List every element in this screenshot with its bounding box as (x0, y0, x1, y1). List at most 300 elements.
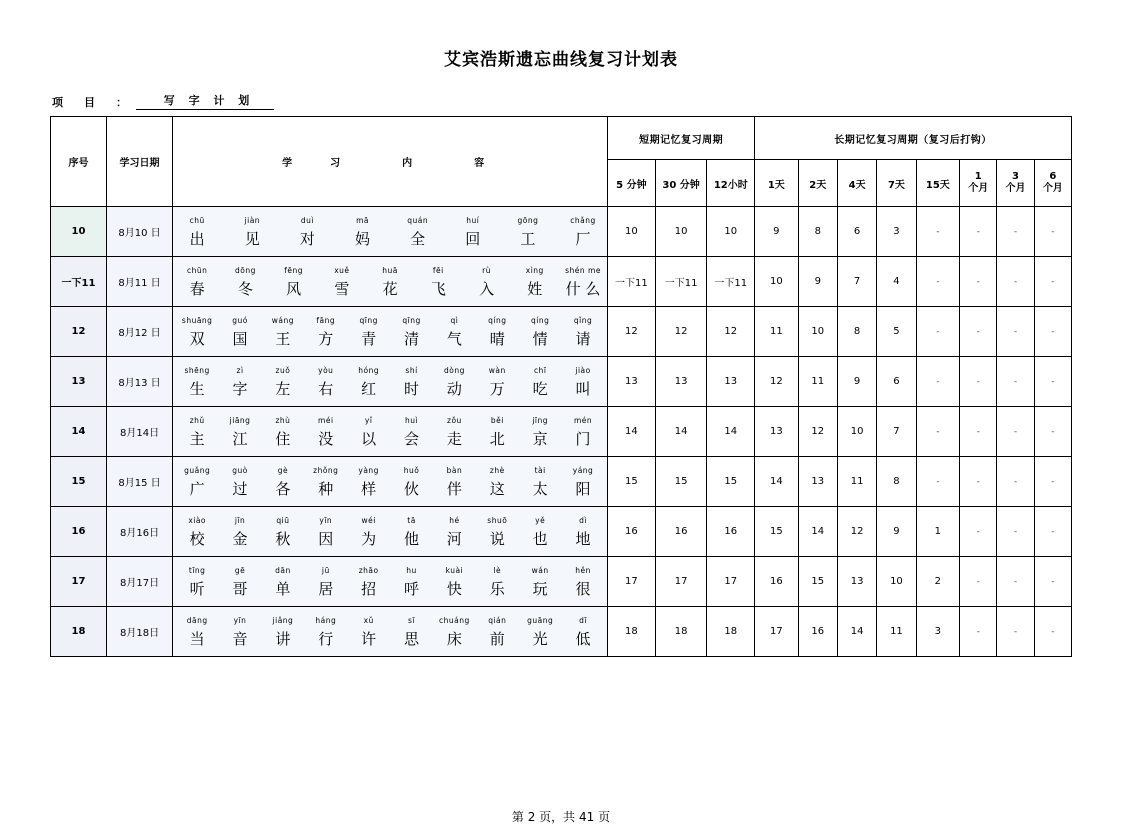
header-cycle-6month-unit: 个月 (1042, 183, 1063, 194)
review-1day[interactable]: 10 (755, 257, 798, 307)
row-sequence: 13 (51, 357, 107, 407)
character-cell (434, 517, 474, 547)
review-6month[interactable]: - (1034, 257, 1071, 307)
pinyin: jiàn (244, 215, 261, 225)
hanzi: 许 (361, 629, 377, 648)
pinyin: lè (493, 565, 502, 575)
review-15day[interactable]: 1 (916, 507, 959, 557)
review-4day[interactable]: 11 (837, 457, 876, 507)
review-1day[interactable]: 12 (755, 357, 798, 407)
character-cell (287, 217, 327, 247)
table-row (51, 207, 1072, 257)
pinyin: qiū (276, 515, 290, 525)
review-3month[interactable]: - (997, 557, 1034, 607)
character-cell (306, 467, 346, 497)
table-head (51, 117, 1072, 207)
row-sequence: 18 (51, 607, 107, 657)
pinyin: jīn (234, 515, 246, 525)
character-cell (220, 617, 260, 647)
character-cell (343, 217, 383, 247)
pinyin: tīng (188, 565, 206, 575)
row-study-date: 8月12 日 (106, 307, 172, 357)
pinyin: hé (449, 515, 460, 525)
character-cell (418, 267, 458, 297)
character-cell (563, 617, 603, 647)
review-2day[interactable]: 14 (798, 507, 837, 557)
character-cell (563, 417, 603, 447)
review-12h[interactable]: 17 (707, 557, 755, 607)
pinyin: xìng (525, 265, 544, 275)
review-3month[interactable]: - (997, 507, 1034, 557)
row-study-content (173, 407, 608, 457)
review-5min[interactable]: 14 (608, 407, 656, 457)
character-cell (349, 617, 389, 647)
row-study-date: 8月10 日 (106, 207, 172, 257)
character-cell (563, 567, 603, 597)
pinyin: rù (482, 265, 491, 275)
review-7day[interactable]: 3 (877, 207, 916, 257)
hanzi: 王 (275, 329, 291, 348)
row-study-content (173, 307, 608, 357)
character-cell (520, 467, 560, 497)
review-7day[interactable]: 5 (877, 307, 916, 357)
review-30min[interactable]: 15 (655, 457, 707, 507)
character-cell (177, 617, 217, 647)
table-row (51, 507, 1072, 557)
character-cell (177, 417, 217, 447)
review-4day[interactable]: 6 (837, 207, 876, 257)
row-study-content (173, 457, 608, 507)
hanzi: 听 (189, 579, 205, 598)
table-row (51, 557, 1072, 607)
hanzi: 当 (189, 629, 205, 648)
review-2day[interactable]: 9 (798, 257, 837, 307)
header-cycle-1month (960, 160, 997, 207)
review-12h[interactable]: 10 (707, 207, 755, 257)
header-cycle-6month (1034, 160, 1071, 207)
header-cycle-6month-num: 6 (1049, 170, 1057, 182)
document-page (0, 45, 1122, 839)
review-6month[interactable]: - (1034, 607, 1071, 657)
review-1month[interactable]: - (960, 457, 997, 507)
row-study-content (173, 357, 608, 407)
pinyin: yīn (319, 515, 333, 525)
hanzi: 厂 (575, 229, 591, 248)
pinyin: zhāo (358, 565, 379, 575)
character-cell (392, 317, 432, 347)
review-30min[interactable]: 10 (655, 207, 707, 257)
hanzi: 金 (232, 529, 248, 548)
pinyin: guó (232, 315, 248, 325)
hanzi: 青 (361, 329, 377, 348)
review-15day[interactable]: - (916, 357, 959, 407)
hanzi: 因 (318, 529, 334, 548)
pinyin: dōng (234, 265, 256, 275)
subject-line (52, 92, 1122, 110)
hanzi: 讲 (275, 629, 291, 648)
review-12h[interactable]: 16 (707, 507, 755, 557)
review-7day[interactable]: 4 (877, 257, 916, 307)
review-2day[interactable]: 15 (798, 557, 837, 607)
character-cell (508, 217, 548, 247)
character-cell (177, 567, 217, 597)
character-cell (349, 417, 389, 447)
review-5min[interactable]: 12 (608, 307, 656, 357)
review-3month[interactable]: - (997, 257, 1034, 307)
review-4day[interactable]: 8 (837, 307, 876, 357)
review-1month[interactable]: - (960, 607, 997, 657)
header-cycle-4day: 4天 (837, 160, 876, 207)
row-study-date: 8月13 日 (106, 357, 172, 407)
character-cell (177, 467, 217, 497)
character-cell (306, 617, 346, 647)
character-cell (263, 617, 303, 647)
pinyin: guāng (527, 615, 554, 625)
review-2day[interactable]: 11 (798, 357, 837, 407)
hanzi: 右 (318, 379, 334, 398)
hanzi: 主 (189, 429, 205, 448)
row-sequence: 16 (51, 507, 107, 557)
header-cycle-1month-unit: 个月 (968, 183, 989, 194)
hanzi: 太 (532, 479, 548, 498)
review-7day[interactable]: 7 (877, 407, 916, 457)
review-2day[interactable]: 8 (798, 207, 837, 257)
character-cell (220, 567, 260, 597)
pinyin: qián (488, 615, 507, 625)
pinyin: chūn (186, 265, 208, 275)
review-2day[interactable]: 13 (798, 457, 837, 507)
character-cell (392, 617, 432, 647)
header-cycle-3month-num: 3 (1012, 170, 1019, 182)
review-1month[interactable]: - (960, 557, 997, 607)
character-cell (520, 417, 560, 447)
review-1day[interactable]: 17 (755, 607, 798, 657)
character-cell (477, 517, 517, 547)
hanzi: 字 (232, 379, 248, 398)
pinyin: méi (318, 415, 334, 425)
review-7day[interactable]: 11 (877, 607, 916, 657)
pinyin: dāng (186, 615, 208, 625)
hanzi: 晴 (489, 329, 505, 348)
character-cell (477, 467, 517, 497)
pinyin: fēng (284, 265, 304, 275)
character-cell (392, 467, 432, 497)
row-sequence: 17 (51, 557, 107, 607)
pinyin: sī (408, 615, 416, 625)
review-1month[interactable]: - (960, 357, 997, 407)
hanzi: 呼 (404, 579, 420, 598)
review-4day[interactable]: 9 (837, 357, 876, 407)
review-6month[interactable]: - (1034, 307, 1071, 357)
table-row (51, 457, 1072, 507)
hanzi: 全 (410, 229, 426, 248)
pinyin: zǒu (447, 415, 462, 425)
review-5min[interactable]: 18 (608, 607, 656, 657)
hanzi: 吃 (532, 379, 548, 398)
character-cell (220, 467, 260, 497)
review-5min[interactable]: 一下11 (608, 257, 656, 307)
character-cell (453, 217, 493, 247)
review-5min[interactable]: 15 (608, 457, 656, 507)
review-6month[interactable]: - (1034, 507, 1071, 557)
hanzi: 雪 (334, 279, 350, 298)
review-4day[interactable]: 10 (837, 407, 876, 457)
review-7day[interactable]: 8 (877, 457, 916, 507)
pinyin: xǔ (363, 615, 374, 625)
table-body (51, 207, 1072, 657)
row-study-content (173, 207, 608, 257)
table-row (51, 357, 1072, 407)
review-12h[interactable]: 12 (707, 307, 755, 357)
review-12h[interactable]: 14 (707, 407, 755, 457)
pinyin: shén me (565, 265, 601, 275)
review-1day[interactable]: 9 (755, 207, 798, 257)
hanzi: 广 (189, 479, 205, 498)
review-1month[interactable]: - (960, 207, 997, 257)
header-date: 学习日期 (106, 117, 172, 207)
review-7day[interactable]: 6 (877, 357, 916, 407)
character-cell (306, 367, 346, 397)
row-study-content (173, 607, 608, 657)
hanzi: 请 (575, 329, 591, 348)
review-15day[interactable]: - (916, 307, 959, 357)
table-row (51, 607, 1072, 657)
review-30min[interactable]: 13 (655, 357, 707, 407)
review-15day[interactable]: - (916, 257, 959, 307)
review-plan-table (50, 116, 1072, 657)
hanzi: 伴 (446, 479, 462, 498)
header-cycle-5min: 5 分钟 (608, 160, 656, 207)
review-4day[interactable]: 14 (837, 607, 876, 657)
header-cycle-3month-unit: 个月 (1005, 183, 1026, 194)
character-cell (392, 417, 432, 447)
review-15day[interactable]: 2 (916, 557, 959, 607)
character-cell (477, 317, 517, 347)
review-4day[interactable]: 13 (837, 557, 876, 607)
pinyin: qíng (530, 315, 550, 325)
header-cycle-1day: 1天 (755, 160, 798, 207)
review-15day[interactable]: - (916, 207, 959, 257)
character-cell (477, 567, 517, 597)
header-cycle-7day: 7天 (877, 160, 916, 207)
character-cell (306, 417, 346, 447)
review-1day[interactable]: 15 (755, 507, 798, 557)
hanzi: 种 (318, 479, 334, 498)
header-cycle-30min: 30 分钟 (655, 160, 707, 207)
header-seq: 序号 (51, 117, 107, 207)
character-cell (520, 367, 560, 397)
pinyin: hóng (358, 365, 380, 375)
pinyin: duì (300, 215, 314, 225)
character-cell (392, 367, 432, 397)
pinyin: tā (407, 515, 416, 525)
hanzi: 过 (232, 479, 248, 498)
pinyin: zhǔ (189, 415, 205, 425)
review-1month[interactable]: - (960, 507, 997, 557)
review-30min[interactable]: 一下11 (655, 257, 707, 307)
review-5min[interactable]: 17 (608, 557, 656, 607)
row-sequence: 一下11 (51, 257, 107, 307)
review-6month[interactable]: - (1034, 557, 1071, 607)
review-3month[interactable]: - (997, 407, 1034, 457)
hanzi: 妈 (355, 229, 371, 248)
review-3month[interactable]: - (997, 607, 1034, 657)
hanzi: 冬 (237, 279, 253, 298)
pinyin: mā (356, 215, 369, 225)
hanzi: 音 (232, 629, 248, 648)
pinyin: yǐ (364, 415, 373, 425)
review-30min[interactable]: 14 (655, 407, 707, 457)
hanzi: 清 (404, 329, 420, 348)
header-cycle-2day: 2天 (798, 160, 837, 207)
review-12h[interactable]: 18 (707, 607, 755, 657)
pinyin: jiāng (229, 415, 251, 425)
character-cell (220, 367, 260, 397)
review-5min[interactable]: 16 (608, 507, 656, 557)
pinyin: qì (450, 315, 459, 325)
row-study-date: 8月16日 (106, 507, 172, 557)
review-4day[interactable]: 7 (837, 257, 876, 307)
review-1day[interactable]: 16 (755, 557, 798, 607)
table-row (51, 257, 1072, 307)
character-cell (563, 367, 603, 397)
hanzi: 思 (404, 629, 420, 648)
hanzi: 单 (275, 579, 291, 598)
review-30min[interactable]: 17 (655, 557, 707, 607)
character-cell (349, 317, 389, 347)
pinyin: xiào (188, 515, 207, 525)
pinyin: tài (534, 465, 546, 475)
character-cell (398, 217, 438, 247)
review-2day[interactable]: 12 (798, 407, 837, 457)
row-study-content (173, 557, 608, 607)
review-1month[interactable]: - (960, 307, 997, 357)
hanzi: 双 (189, 329, 205, 348)
hanzi: 见 (244, 229, 260, 248)
review-12h[interactable]: 一下11 (707, 257, 755, 307)
review-30min[interactable]: 12 (655, 307, 707, 357)
pinyin: zuǒ (275, 365, 291, 375)
pinyin: wàn (488, 365, 506, 375)
pinyin: yīn (233, 615, 247, 625)
hanzi: 床 (446, 629, 462, 648)
review-7day[interactable]: 9 (877, 507, 916, 557)
character-cell (520, 317, 560, 347)
pinyin: yáng (572, 465, 594, 475)
row-sequence: 15 (51, 457, 107, 507)
character-cell (349, 517, 389, 547)
character-cell (520, 617, 560, 647)
review-2day[interactable]: 16 (798, 607, 837, 657)
review-6month[interactable]: - (1034, 407, 1071, 457)
character-cell (434, 317, 474, 347)
hanzi: 阳 (575, 479, 591, 498)
review-1day[interactable]: 14 (755, 457, 798, 507)
character-cell (225, 267, 265, 297)
pinyin: chū (189, 215, 205, 225)
pinyin: fēi (432, 265, 444, 275)
review-6month[interactable]: - (1034, 207, 1071, 257)
review-3month[interactable]: - (997, 357, 1034, 407)
review-12h[interactable]: 15 (707, 457, 755, 507)
pinyin: dān (275, 565, 291, 575)
hanzi: 入 (479, 279, 495, 298)
review-5min[interactable]: 13 (608, 357, 656, 407)
review-6month[interactable]: - (1034, 457, 1071, 507)
review-30min[interactable]: 18 (655, 607, 707, 657)
character-cell (349, 567, 389, 597)
pinyin: mén (573, 415, 593, 425)
row-sequence: 12 (51, 307, 107, 357)
pinyin: hu (406, 565, 417, 575)
review-3month[interactable]: - (997, 207, 1034, 257)
pinyin: jīng (532, 415, 549, 425)
pinyin: dī (579, 615, 587, 625)
hanzi: 光 (532, 629, 548, 648)
review-30min[interactable]: 16 (655, 507, 707, 557)
pinyin: wéi (361, 515, 376, 525)
character-cell (477, 367, 517, 397)
hanzi: 乐 (489, 579, 505, 598)
hanzi: 工 (520, 229, 536, 248)
character-cell (434, 417, 474, 447)
character-cell (349, 467, 389, 497)
review-2day[interactable]: 10 (798, 307, 837, 357)
character-cell (349, 367, 389, 397)
review-7day[interactable]: 10 (877, 557, 916, 607)
review-6month[interactable]: - (1034, 357, 1071, 407)
character-cell (220, 417, 260, 447)
review-15day[interactable]: - (916, 407, 959, 457)
row-study-date: 8月15 日 (106, 457, 172, 507)
hanzi: 红 (361, 379, 377, 398)
character-cell (263, 517, 303, 547)
character-cell (177, 367, 217, 397)
pinyin: jū (321, 565, 330, 575)
pinyin: yòu (318, 365, 334, 375)
review-15day[interactable]: 3 (916, 607, 959, 657)
hanzi: 哥 (232, 579, 248, 598)
review-5min[interactable]: 10 (608, 207, 656, 257)
hanzi: 为 (361, 529, 377, 548)
pinyin: shí (405, 365, 418, 375)
header-cycle-15day: 15天 (916, 160, 959, 207)
hanzi: 风 (286, 279, 302, 298)
review-3month[interactable]: - (997, 457, 1034, 507)
review-15day[interactable]: - (916, 457, 959, 507)
hanzi: 居 (318, 579, 334, 598)
character-cell (177, 317, 217, 347)
review-1month[interactable]: - (960, 257, 997, 307)
row-sequence: 14 (51, 407, 107, 457)
review-1month[interactable]: - (960, 407, 997, 457)
review-1day[interactable]: 13 (755, 407, 798, 457)
character-cell (563, 517, 603, 547)
pinyin: qíng (488, 315, 507, 325)
review-12h[interactable]: 13 (707, 357, 755, 407)
header-content: 学 习 内 容 (173, 117, 608, 207)
pinyin: hěn (575, 565, 591, 575)
character-cell (434, 567, 474, 597)
header-long-term-group: 长期记忆复习周期（复习后打钩） (755, 117, 1072, 160)
character-cell (263, 367, 303, 397)
pinyin: gōng (517, 215, 539, 225)
review-1day[interactable]: 11 (755, 307, 798, 357)
subject-value: 写 字 计 划 (136, 92, 274, 110)
review-3month[interactable]: - (997, 307, 1034, 357)
review-4day[interactable]: 12 (837, 507, 876, 557)
hanzi: 京 (532, 429, 548, 448)
